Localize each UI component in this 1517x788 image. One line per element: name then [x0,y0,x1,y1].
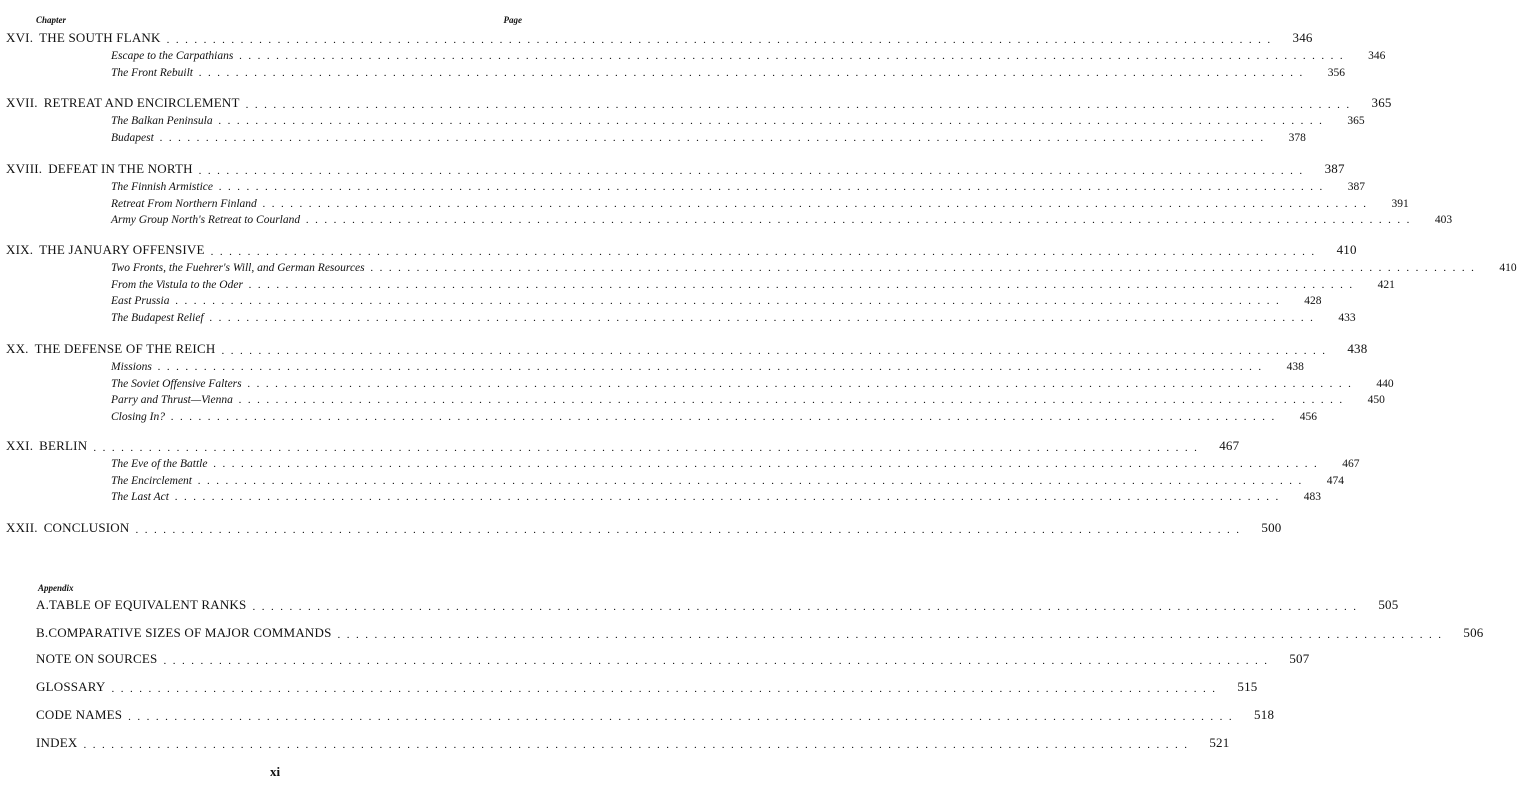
entry-title: The Last Act [111,491,169,503]
section-entry [111,487,1321,503]
section-entry [111,454,1360,470]
dot-leader: ........................................................................................................................ [210,246,1321,258]
entry-title: THE DEFENSE OF THE REICH [34,341,216,356]
section-entry [111,111,1365,127]
appendix-entry [36,597,1399,613]
back-matter-entry [36,679,1258,695]
section-entry [111,308,1356,324]
dot-leader: ........................................................................................................................ [93,442,1204,454]
entry-page-number: 356 [1327,66,1345,79]
entry-page-number: 421 [1377,278,1395,291]
entry-title: The Encirclement [111,474,193,487]
entry-title: From the Vistula to the Oder [111,278,243,291]
dot-leader: ........................................................................................................................ [198,66,1309,79]
page-column-header: Page [503,15,522,25]
dot-leader: ........................................................................................................................ [221,345,1332,357]
entry-page-number: 378 [1288,131,1306,144]
entry-title: Escape to the Carpathians [111,50,234,62]
chapter-column-header: Chapter [36,15,67,25]
entry-number: A. [36,597,50,612]
entry-title: Parry and Thrust—Vienna [111,394,233,406]
dot-leader: ........................................................................................................................ [157,361,1268,373]
dot-leader: ........................................................................................................................ [245,99,1356,111]
entry-title: DEFEAT IN THE NORTH [48,161,193,176]
entry-title: GLOSSARY [36,679,106,694]
dot-leader: ........................................................................................................................ [128,711,1239,723]
chapter-entry [6,30,1313,46]
entry-title: RETREAT AND ENCIRCLEMENT [43,95,240,110]
entry-title: The Finnish Armistice [111,181,214,193]
entry-page-number: 403 [1434,214,1453,226]
entry-title: TABLE OF EQUIVALENT RANKS [49,597,247,612]
entry-page-number: 521 [1209,735,1230,750]
entry-page-number: 365 [1347,115,1365,127]
chapter-entry [6,95,1392,111]
entry-page-number: 440 [1376,377,1394,390]
dot-leader: ........................................................................................................................ [174,491,1285,503]
chapter-entry [6,438,1240,454]
entry-title: NOTE ON SOURCES [36,651,158,666]
section-entry [111,390,1385,406]
dot-leader: ........................................................................................................................ [218,115,1329,127]
entry-page-number: 483 [1303,491,1321,503]
entry-page-number: 505 [1378,597,1399,612]
section-entry [111,357,1304,373]
dot-leader: ........................................................................................................................ [337,629,1448,641]
entry-page-number: 365 [1371,95,1392,110]
entry-page-number: 346 [1292,30,1313,45]
entry-title: Missions [111,361,152,373]
section-entry [111,128,1306,144]
entry-title: COMPARATIVE SIZES OF MAJOR COMMANDS [48,625,332,640]
dot-leader: ........................................................................................................................ [239,50,1350,62]
dot-leader: ........................................................................................................................ [198,165,1309,177]
back-matter-entry [36,651,1310,667]
entry-page-number: 433 [1338,311,1356,324]
section-entry [111,63,1345,79]
dot-leader: ........................................................................................................................ [209,311,1320,324]
section-entry [111,407,1317,423]
entry-page-number: 391 [1391,197,1409,210]
entry-page-number: 515 [1237,679,1258,694]
section-entry [111,194,1409,210]
entry-page-number: 450 [1367,394,1385,406]
section-entry [111,210,1453,226]
entry-number: XXII. [6,520,38,535]
entry-page-number: 518 [1254,707,1275,722]
entry-page-number: 474 [1326,474,1345,487]
section-entry [111,258,1517,274]
dot-leader: ........................................................................................................................ [198,474,1309,487]
entry-page-number: 438 [1347,341,1368,356]
entry-page-number: 387 [1324,161,1345,176]
entry-title: Retreat From Northern Finland [111,197,257,210]
entry-title: BERLIN [39,438,88,453]
entry-title: Budapest [111,131,154,144]
entry-title: THE JANUARY OFFENSIVE [39,242,205,257]
entry-title: CONCLUSION [43,520,130,535]
dot-leader: ........................................................................................................................ [219,181,1330,193]
entry-page-number: 467 [1342,458,1360,470]
entry-page-number: 467 [1219,438,1240,453]
dot-leader: ........................................................................................................................ [83,739,1194,751]
dot-leader: ........................................................................................................................ [248,278,1359,291]
dot-leader: ........................................................................................................................ [370,262,1481,274]
section-entry [111,291,1322,307]
dot-leader: ........................................................................................................................ [171,410,1281,423]
chapter-entry [6,242,1357,258]
entry-page-number: 410 [1336,242,1357,257]
entry-number: XX. [6,341,29,356]
entry-page-number: 346 [1368,50,1386,62]
entry-title: CODE NAMES [36,707,123,722]
appendix-label: Appendix [38,583,74,593]
entry-title: The Balkan Peninsula [111,115,213,127]
entry-number: XVII. [6,95,38,110]
section-entry [111,46,1386,62]
entry-page-number: 438 [1286,361,1304,373]
entry-page-number: 428 [1304,295,1322,307]
entry-title: INDEX [36,735,78,750]
entry-title: The Soviet Offensive Falters [111,377,242,390]
entry-page-number: 507 [1289,651,1310,666]
dot-leader: ........................................................................................................................ [166,34,1277,46]
entry-number: XXI. [6,438,34,453]
chapter-entry [6,161,1345,177]
back-matter-entry [36,735,1230,751]
entry-number: XIX. [6,242,34,257]
section-entry [111,177,1366,193]
page-folio: xi [269,764,281,779]
dot-leader: ........................................................................................................................ [238,394,1349,406]
entry-title: Two Fronts, the Fuehrer's Will, and German Resources [111,262,365,274]
dot-leader: ........................................................................................................................ [262,197,1373,210]
entry-page-number: 387 [1347,181,1366,193]
dot-leader: ........................................................................................................................ [213,458,1324,470]
entry-title: The Budapest Relief [111,311,204,324]
entry-title: THE SOUTH FLANK [39,30,161,45]
dot-leader: ........................................................................................................................ [247,377,1358,390]
section-entry [111,275,1395,291]
entry-title: East Prussia [111,295,170,307]
back-matter-entry [36,707,1275,723]
dot-leader: ........................................................................................................................ [159,131,1270,144]
dot-leader: ........................................................................................................................ [135,524,1246,536]
dot-leader: ........................................................................................................................ [306,214,1417,226]
entry-number: XVI. [6,30,34,45]
dot-leader: ........................................................................................................................ [163,655,1274,667]
entry-page-number: 456 [1299,410,1317,423]
entry-page-number: 410 [1499,262,1517,274]
chapter-entry [6,520,1282,536]
dot-leader: ........................................................................................................................ [175,295,1286,307]
dot-leader: ........................................................................................................................ [252,601,1363,613]
appendix-entry [36,625,1484,641]
entry-page-number: 500 [1261,520,1282,535]
dot-leader: ........................................................................................................................ [111,683,1222,695]
entry-title: Army Group North's Retreat to Courland [111,214,301,226]
entry-title: The Front Rebuilt [111,66,193,79]
section-entry [111,471,1345,487]
entry-number: XVIII. [6,161,43,176]
entry-number: B. [36,625,49,640]
entry-title: The Eve of the Battle [111,458,208,470]
section-entry [111,374,1394,390]
entry-title: Closing In? [111,410,165,423]
entry-page-number: 506 [1463,625,1484,640]
chapter-entry [6,341,1368,357]
